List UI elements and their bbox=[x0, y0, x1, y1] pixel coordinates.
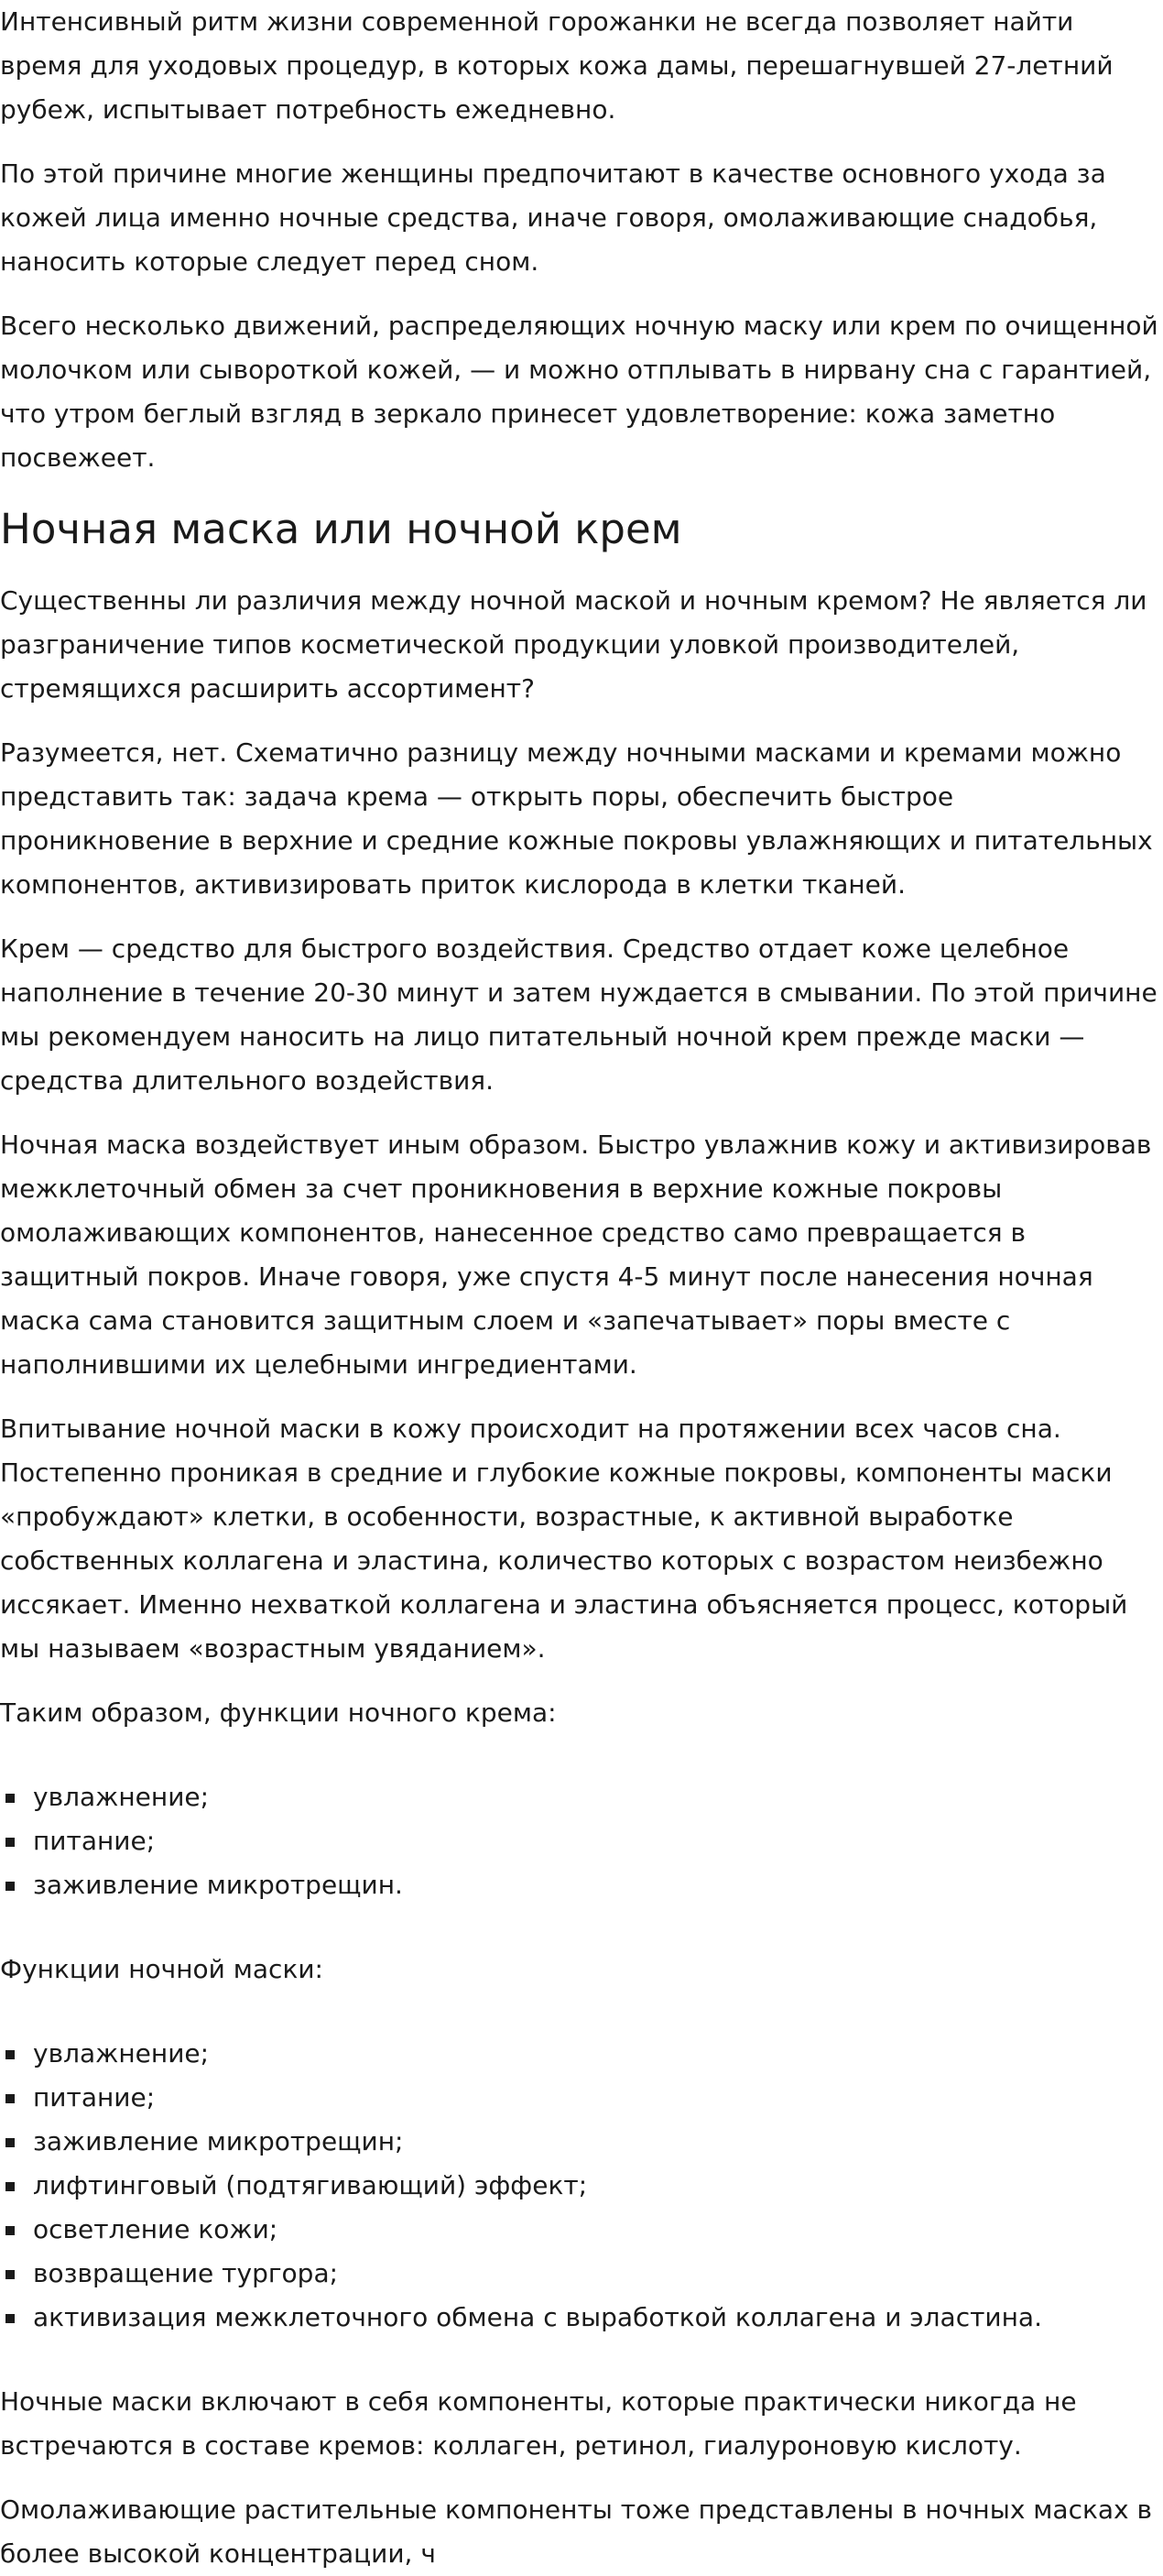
bullet-icon bbox=[5, 2050, 15, 2059]
intro-paragraph-3: Всего несколько движений, распределяющих ночную маску или крем по очищенной молочком или сывороткой кожей, — и можно отплывать в нирвану сна с гарантией, что утром беглый взгляд в зеркало принесет удовлетворение: кожа заметно посвежеет. bbox=[0, 311, 1158, 473]
body-paragraph-4: Ночная маска воздействует иным образом. Быстро увлажнив кожу и активизировав межклеточный обмен за счет проникновения в верхние кожные покровы омолаживающих компонентов, нанесенное средство само превращается в защитный покров. Иначе говоря, уже спустя 4-5 минут после нанесения ночная маска сама становится защитным слоем и «запечатывает» поры вместе с наполнившими их целебными ингредиентами. bbox=[0, 1130, 1152, 1380]
bullet-icon bbox=[5, 2226, 15, 2235]
list-item: заживление микротрещин; bbox=[0, 2120, 1163, 2164]
cream-functions-list bbox=[0, 1775, 1163, 1907]
intro-paragraph-2: По этой причине многие женщины предпочитают в качестве основного ухода за кожей лица именно ночные средства, иначе говоря, омолаживающие снадобья, наносить которые следует перед сном. bbox=[0, 158, 1106, 277]
body-paragraph-5: Впитывание ночной маски в кожу происходит на протяжении всех часов сна. Постепенно проникая в средние и глубокие кожные покровы, компоненты маски «пробуждают» клетки, в особенности, возрастные, к активной выработке собственных коллагена и эластина, количество которых с возрастом неизбежно иссякает. Именно нехваткой коллагена и эластина объясняется процесс, который мы называем «возрастным увяданием». bbox=[0, 1414, 1128, 1664]
section-heading: Ночная маска или ночной крем bbox=[0, 505, 682, 553]
bullet-icon bbox=[5, 1882, 15, 1891]
list-item: активизация межклеточного обмена с выработкой коллагена и эластина. bbox=[0, 2296, 1163, 2340]
bullet-icon bbox=[5, 1794, 15, 1803]
list-item: питание; bbox=[0, 2076, 1163, 2120]
list-item: питание; bbox=[0, 1819, 1163, 1863]
list-item: осветление кожи; bbox=[0, 2208, 1163, 2252]
bullet-icon bbox=[5, 2138, 15, 2147]
list-item: возвращение тургора; bbox=[0, 2252, 1163, 2296]
outro-paragraph-1: Ночные маски включают в себя компоненты, которые практически никогда не встречаются в составе кремов: коллаген, ретинол, гиалуроновую кислоту. bbox=[0, 2386, 1077, 2461]
bullet-icon bbox=[5, 1838, 15, 1847]
intro-paragraph-1: Интенсивный ритм жизни современной горожанки не всегда позволяет найти время для уходовых процедур, в которых кожа дамы, перешагнувшей 27-летний рубеж, испытывает потребность ежедневно. bbox=[0, 6, 1114, 125]
body-paragraph-1: Существенны ли различия между ночной маской и ночным кремом? Не является ли разграничение типов косметической продукции уловкой производителей, стремящихся расширить ассортимент? bbox=[0, 585, 1147, 704]
list-item: лифтинговый (подтягивающий) эффект; bbox=[0, 2164, 1163, 2208]
body-paragraph-2: Разумеется, нет. Схематично разницу между ночными масками и кремами можно представить так: задача крема — открыть поры, обеспечить быстрое проникновение в верхние и средние кожные покровы увлажняющих и питательных компонентов, активизировать приток кислорода в клетки тканей. bbox=[0, 737, 1153, 900]
bullet-icon bbox=[5, 2270, 15, 2279]
mask-functions-intro: Функции ночной маски: bbox=[0, 1954, 323, 1984]
bullet-icon bbox=[5, 2182, 15, 2191]
outro-paragraph-2: Омолаживающие растительные компоненты тоже представлены в ночных масках в более высокой концентрации, ч bbox=[0, 2494, 1153, 2569]
list-item: увлажнение; bbox=[0, 2032, 1163, 2076]
cream-functions-intro: Таким образом, функции ночного крема: bbox=[0, 1697, 557, 1728]
list-item: увлажнение; bbox=[0, 1775, 1163, 1819]
body-paragraph-3: Крем — средство для быстрого воздействия. Средство отдает коже целебное наполнение в течение 20-30 минут и затем нуждается в смывании. По этой причине мы рекомендуем наносить на лицо питательный ночной крем прежде маски — средства длительного воздействия. bbox=[0, 933, 1158, 1096]
list-item: заживление микротрещин. bbox=[0, 1863, 1163, 1907]
bullet-icon bbox=[5, 2314, 15, 2323]
mask-functions-list bbox=[0, 2032, 1163, 2340]
bullet-icon bbox=[5, 2094, 15, 2103]
